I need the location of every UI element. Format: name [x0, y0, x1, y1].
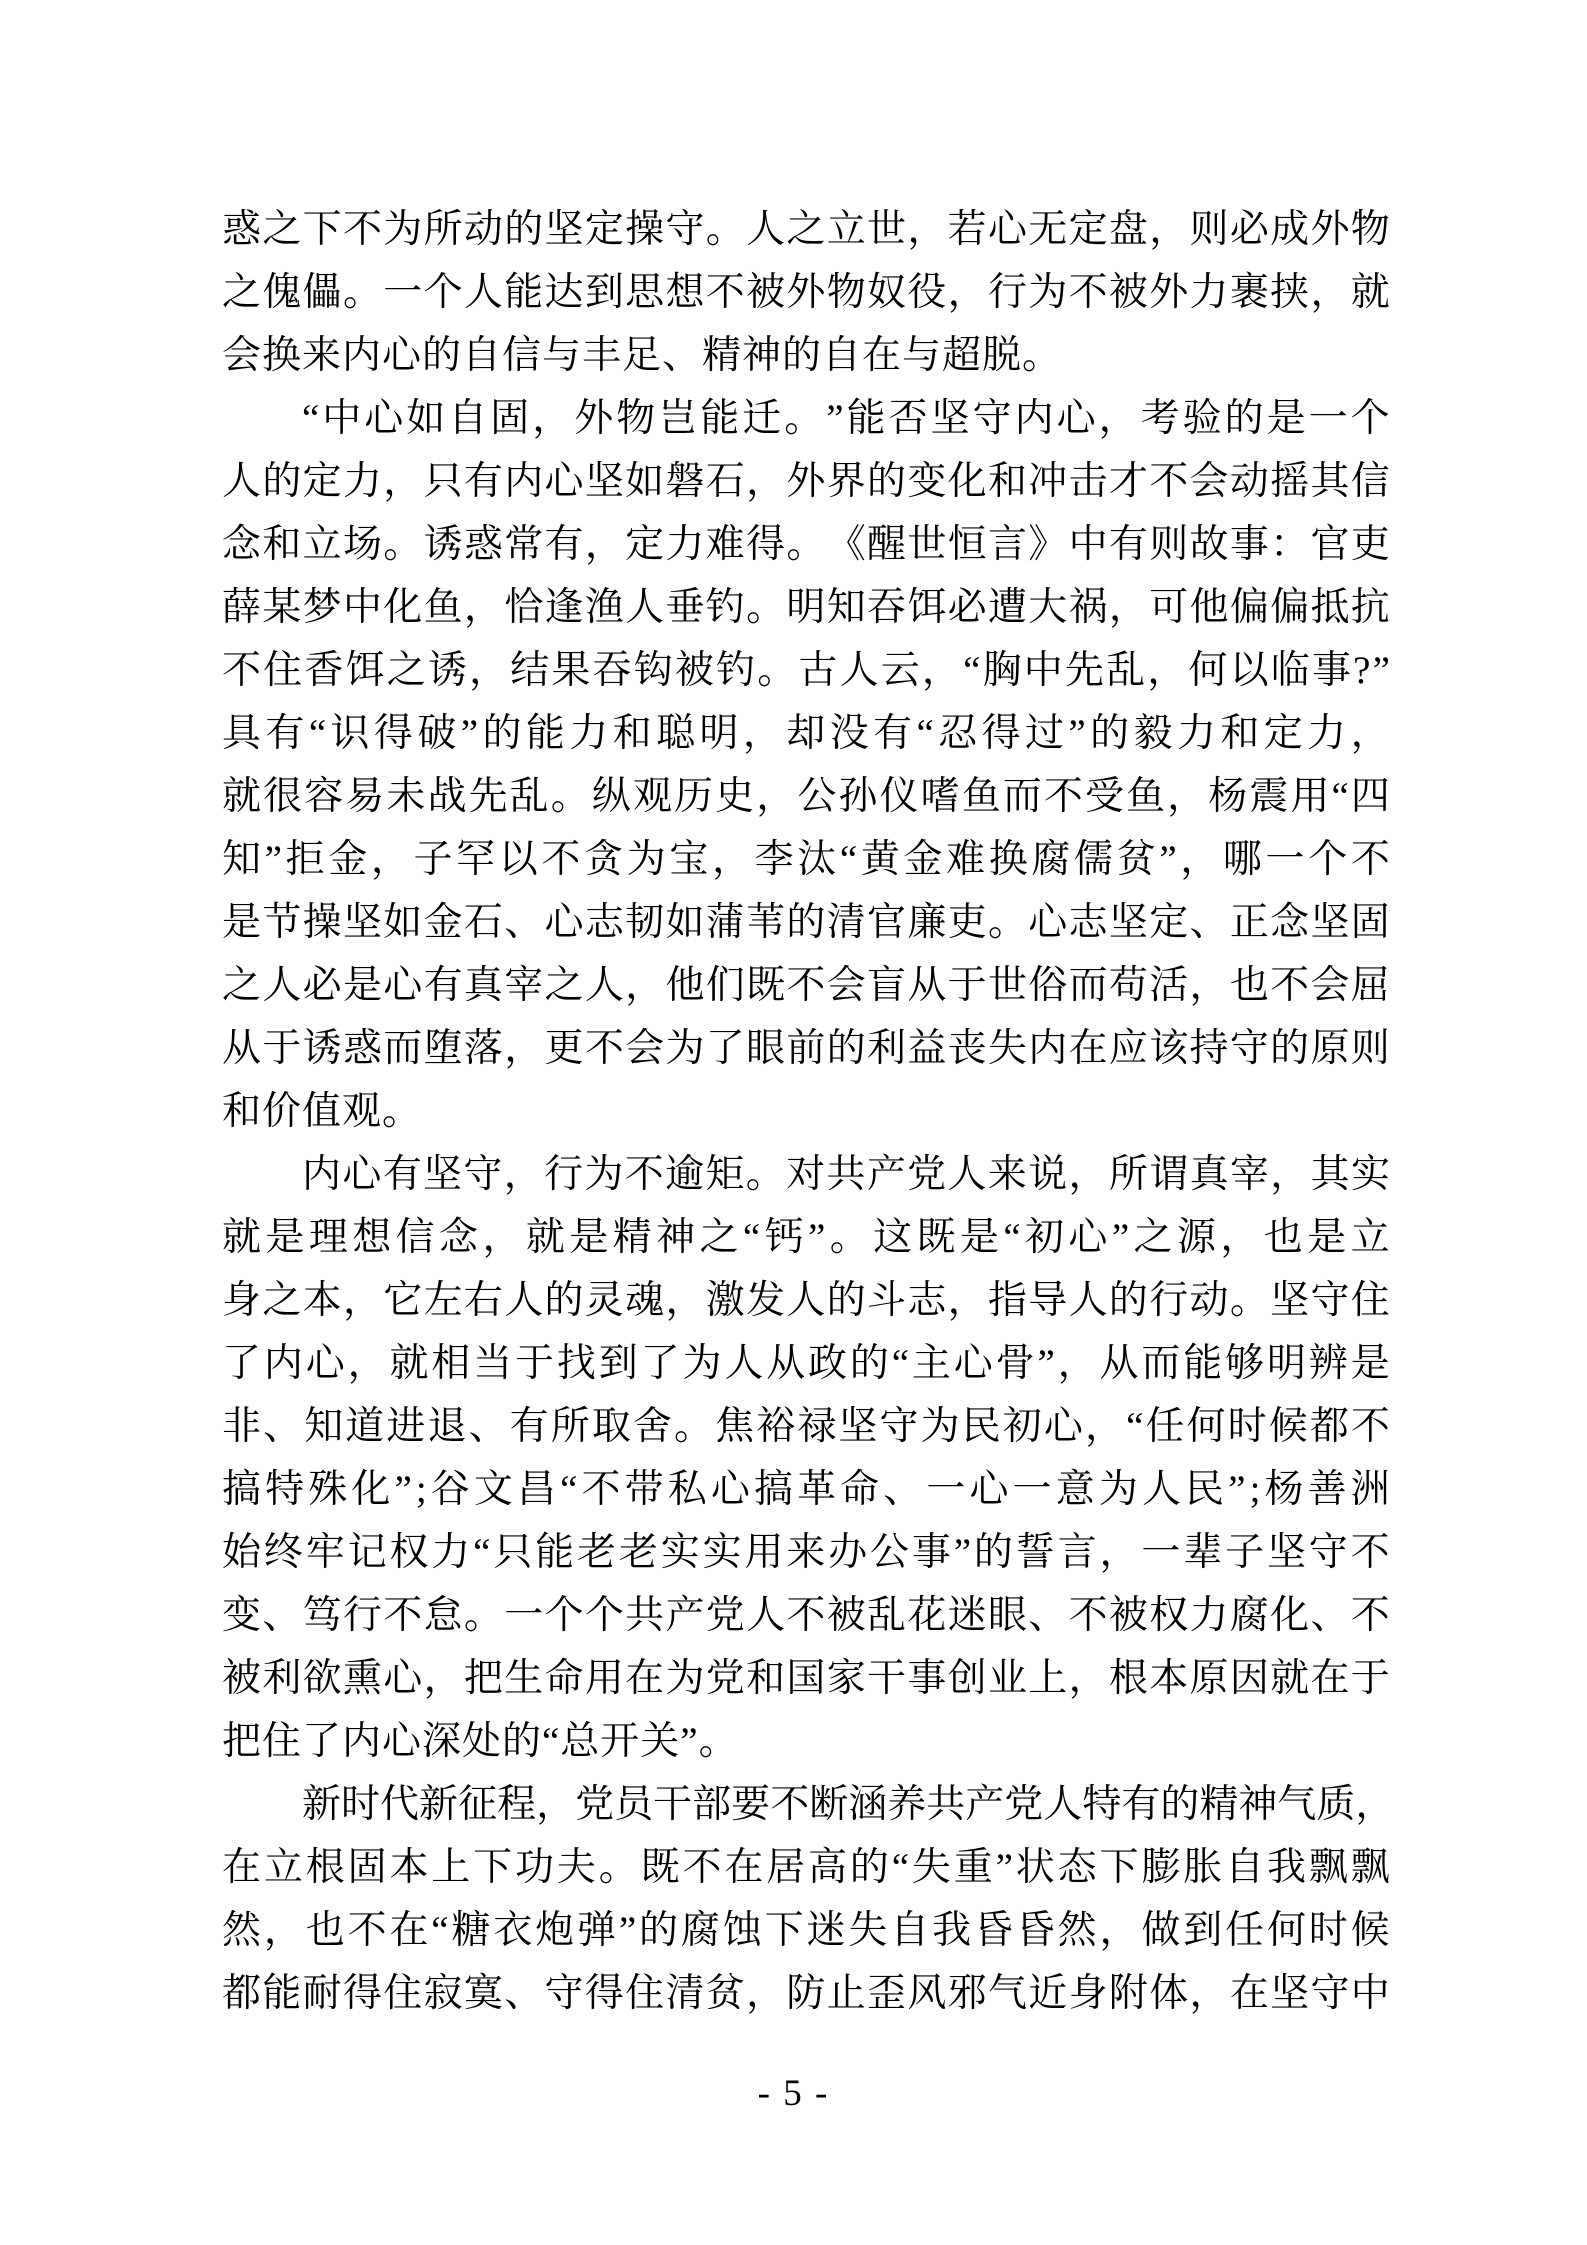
text-line: 人 的 定 力 ， 只 有 内 心 坚 如 磐 石 ， 外 界 的 变 化 和 冲 击 才 不 会 动 摇 其 信 [222, 460, 1390, 503]
text-line: 是 节 操 坚 如 金 石 、 心 志 韧 如 蒲 苇 的 清 官 廉 吏 。 心 志 坚 定 、 正 念 坚 固 [222, 901, 1390, 944]
text-line: 被 利 欲 熏 心 ， 把 生 命 用 在 为 党 和 国 家 干 事 创 业 上 ， 根 本 原 因 就 在 于 [222, 1657, 1390, 1700]
text-line: 之 傀 儡 。 一 个 人 能 达 到 思 想 不 被 外 物 奴 役 ， 行 为 不 被 外 力 裹 挟 ， 就 [222, 271, 1390, 314]
text-line: 具 有 “ 识 得 破 ” 的 能 力 和 聪 明 ， 却 没 有 “ 忍 得 过 ” 的 毅 力 和 定 力 ， [222, 712, 1390, 755]
text-line: 在 立 根 固 本 上 下 功 夫 。 既 不 在 居 高 的 “ 失 重 ” 状 态 下 膨 胀 自 我 飘 飘 [222, 1846, 1390, 1889]
text-line: 都 能 耐 得 住 寂 寞 、 守 得 住 清 贫 ， 防 止 歪 风 邪 气 近 身 附 体 ， 在 坚 守 中 [222, 1972, 1390, 2015]
text-line: 之 人 必 是 心 有 真 宰 之 人 ， 他 们 既 不 会 盲 从 于 世 俗 而 苟 活 ， 也 不 会 屈 [222, 964, 1390, 1007]
page-number: - 5 - [757, 2073, 830, 2114]
text-line: 始 终 牢 记 权 力 “ 只 能 老 老 实 实 用 来 办 公 事 ” 的 誓 言 ， 一 辈 子 坚 守 不 [222, 1531, 1390, 1574]
text-line: 和价值观。 [222, 1090, 423, 1133]
text-line: 就 是 理 想 信 念 ， 就 是 精 神 之 “ 钙 ” 。 这 既 是 “ 初 心 ” 之 源 ， 也 是 立 [222, 1216, 1390, 1259]
text-line: “ 中 心 如 自 固 ， 外 物 岂 能 迁 。 ” 能 否 坚 守 内 心 ， 考 验 的 是 一 个 [302, 397, 1390, 440]
text-line: 会换来内心的自信与丰足、精神的自在与超脱。 [222, 334, 1063, 377]
text-line: 不 住 香 饵 之 诱 ， 结 果 吞 钩 被 钓 。 古 人 云 ， “ 胸 中 先 乱 ， 何 以 临 事 ? ” [222, 649, 1390, 692]
text-line: 知 ” 拒 金 ， 子 罕 以 不 贪 为 宝 ， 李 汰 “ 黄 金 难 换 腐 儒 贫 ” ， 哪 一 个 不 [222, 838, 1390, 881]
text-line: 念 和 立 场 。 诱 惑 常 有 ， 定 力 难 得 。 《 醒 世 恒 言 》 中 有 则 故 事 ： 官 吏 [222, 523, 1390, 566]
text-line: 搞 特 殊 化 ” ; 谷 文 昌 “ 不 带 私 心 搞 革 命 、 一 心 一 意 为 人 民 ” ; 杨 善 洲 [222, 1468, 1390, 1511]
text-line: 然 ， 也 不 在 “ 糖 衣 炮 弹 ” 的 腐 蚀 下 迷 失 自 我 昏 昏 然 ， 做 到 任 何 时 候 [222, 1909, 1390, 1952]
text-line: 新 时 代 新 征 程 ， 党 员 干 部 要 不 断 涵 养 共 产 党 人 特 有 的 精 神 气 质 ， [302, 1783, 1395, 1826]
text-line: 了 内 心 ， 就 相 当 于 找 到 了 为 人 从 政 的 “ 主 心 骨 ” ， 从 而 能 够 明 辨 是 [222, 1342, 1390, 1385]
text-line: 变 、 笃 行 不 怠 。 一 个 个 共 产 党 人 不 被 乱 花 迷 眼 、 不 被 权 力 腐 化 、 不 [222, 1594, 1390, 1637]
text-line: 惑 之 下 不 为 所 动 的 坚 定 操 守 。 人 之 立 世 ， 若 心 无 定 盘 ， 则 必 成 外 物 [222, 208, 1390, 251]
text-line: 就 很 容 易 未 战 先 乱 。 纵 观 历 史 ， 公 孙 仪 嗜 鱼 而 不 受 鱼 ， 杨 震 用 “ 四 [222, 775, 1390, 818]
text-line: 内 心 有 坚 守 ， 行 为 不 逾 矩 。 对 共 产 党 人 来 说 ， 所 谓 真 宰 ， 其 实 [302, 1153, 1390, 1196]
text-line: 薛 某 梦 中 化 鱼 ， 恰 逢 渔 人 垂 钓 。 明 知 吞 饵 必 遭 大 祸 ， 可 他 偏 偏 抵 抗 [222, 586, 1390, 629]
document-body [222, 198, 1395, 2025]
text-line: 身 之 本 ， 它 左 右 人 的 灵 魂 ， 激 发 人 的 斗 志 ， 指 导 人 的 行 动 。 坚 守 住 [222, 1279, 1390, 1322]
text-line: 从 于 诱 惑 而 堕 落 ， 更 不 会 为 了 眼 前 的 利 益 丧 失 内 在 应 该 持 守 的 原 则 [222, 1027, 1390, 1070]
text-line: 非 、 知 道 进 退 、 有 所 取 舍 。 焦 裕 禄 坚 守 为 民 初 心 ， “ 任 何 时 候 都 不 [222, 1405, 1390, 1448]
text-line: 把住了内心深处的“总开关”。 [222, 1720, 739, 1763]
